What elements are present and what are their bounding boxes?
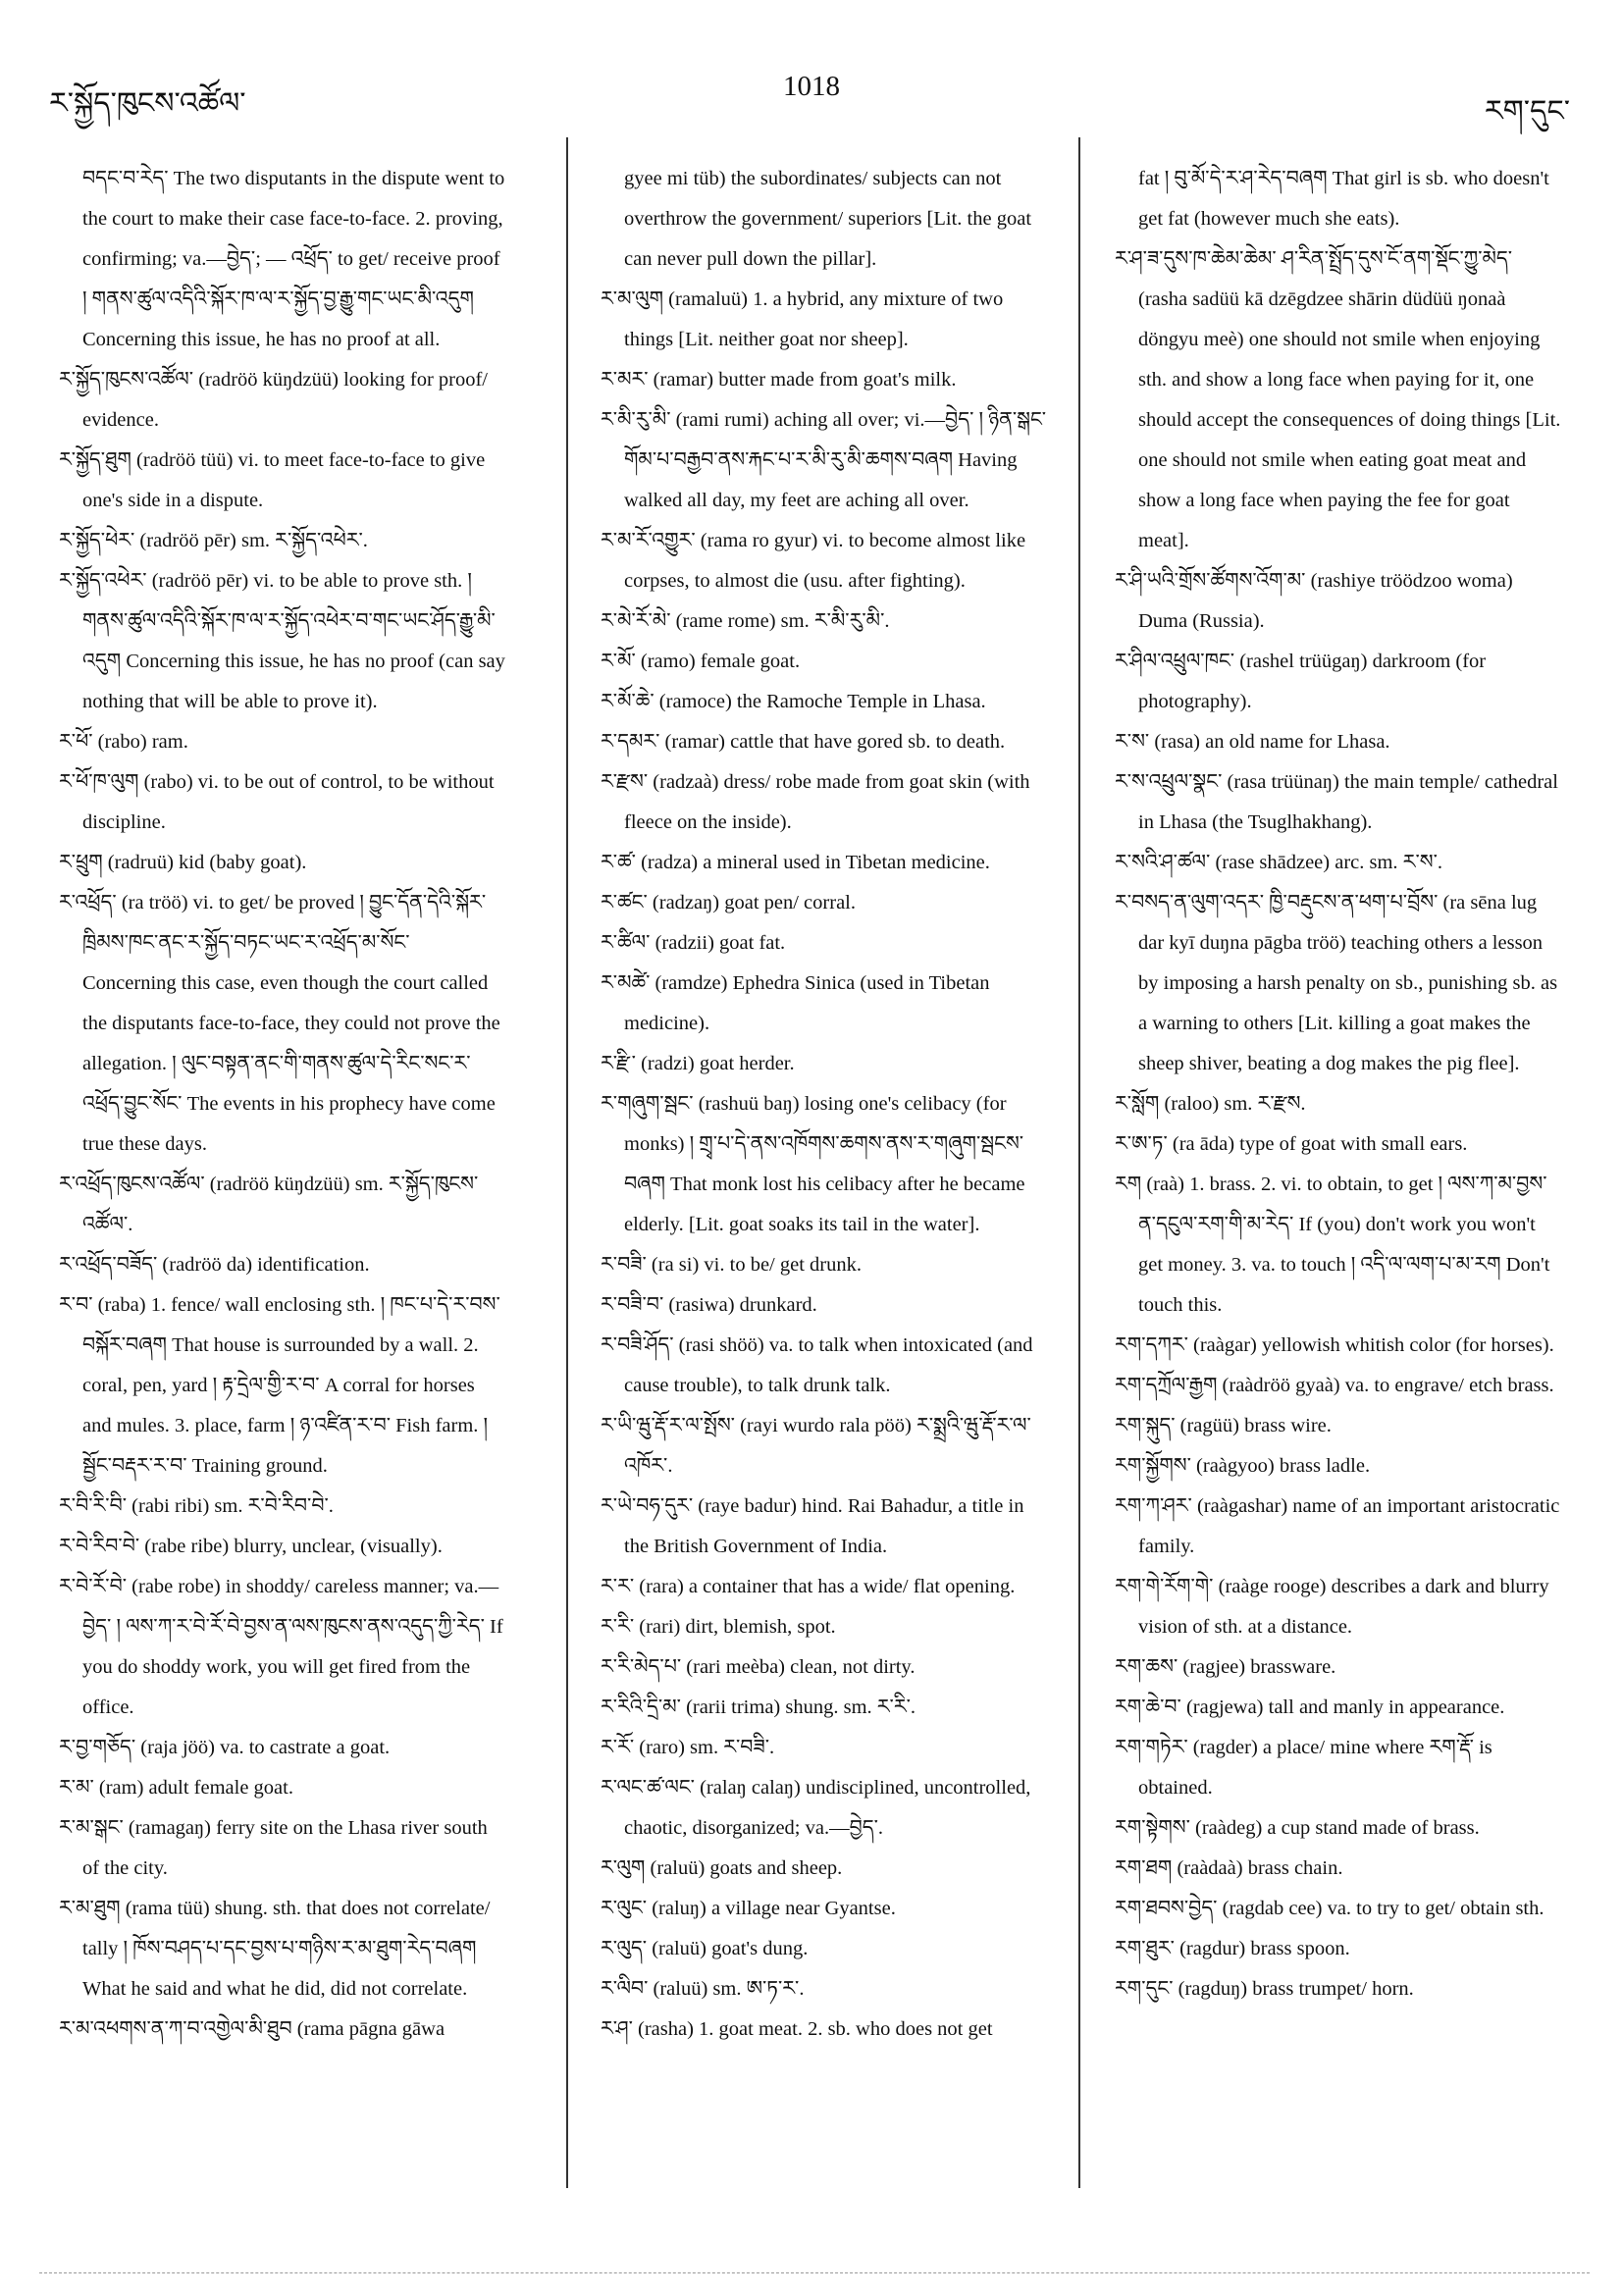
- dictionary-entry: fat ། བུ་མོ་དེ་ར་ཤ་རེད་བཞག That girl is sb. who doesn't get fat (however much she eats).: [1138, 168, 1549, 230]
- dictionary-entry: ར་བཟི་ཤོད་ (rasi shöö) va. to talk when intoxicated (and cause trouble), to talk drunk talk.: [601, 1334, 1033, 1396]
- dictionary-entry: རག་གེ་རོག་གེ་ (raàge rooge) describes a dark and blurry vision of sth. at a distance.: [1115, 1576, 1549, 1638]
- dictionary-entry: ར་ཤིལ་འཕྲུལ་ཁང་ (rashel trüügaŋ) darkroom (for photography).: [1115, 651, 1487, 712]
- dictionary-entry: ར་བ་ (raba) 1. fence/ wall enclosing sth. ། ཁང་པ་དེ་ར་བས་བསྐོར་བཞག That house is surrounded by a wall. 2. coral, pen, yard ། རྟ་དྲེལ་གྱི་ར་བ་ A corral for horses and mules. 3. place, farm ། ཉ་འཛིན་ར་བ་ Fish farm. ། སྦྱོང་བརྡར་ར་བ་ Training ground.: [59, 1294, 500, 1477]
- dictionary-entry: ར་འཕྲོད་བཟོད་ (radröö da) identification.: [59, 1254, 370, 1276]
- column-divider: [1078, 137, 1080, 2188]
- dictionary-entry: ར་བེ་རིབ་བེ་ (rabe ribe) blurry, unclear, (visually).: [59, 1536, 443, 1557]
- dictionary-entry: ར་ཤ་ (rasha) 1. goat meat. 2. sb. who does not get: [601, 2018, 993, 2040]
- dictionary-entry: ར་བྱ་གཅོད་ (raja jöö) va. to castrate a goat.: [59, 1737, 391, 1758]
- dictionary-entry: ར་ཕྲུག (radruü) kid (baby goat).: [59, 852, 307, 873]
- dictionary-entry: རག་ཀ་ཤར་ (raàgashar) name of an important aristocratic family.: [1115, 1495, 1560, 1557]
- dictionary-column-1: [59, 159, 505, 2050]
- dictionary-entry: རག་དུང་ (ragduŋ) brass trumpet/ horn.: [1115, 1978, 1414, 2000]
- dictionary-entry: ར་བཟི་བ་ (rasiwa) drunkard.: [601, 1294, 817, 1316]
- dictionary-entry: ར་སྐྱོད་ཐུག (radröö tüü) vi. to meet face-to-face to give one's side in a dispute.: [59, 449, 486, 511]
- dictionary-entry: ར་རིའི་དྲི་མ་ (rarii trima) shung. sm. ར་རི་.: [601, 1696, 916, 1718]
- dictionary-entry: ར་ལིབ་ (raluü) sm. ཨ་ཏ་ར་.: [601, 1978, 805, 2000]
- right-running-head: རག་དུང་: [1484, 95, 1570, 128]
- dictionary-entry: ར་མར་ (ramar) butter made from goat's milk.: [601, 369, 957, 391]
- dictionary-entry: ར་མ་རོ་འགྱུར་ (rama ro gyur) vi. to become almost like corpses, to almost die (usu. after fighting).: [601, 530, 1026, 592]
- column-divider: [566, 137, 568, 2188]
- dictionary-entry: ར་མ་ཐུག (rama tüü) shung. sth. that does not correlate/ tally ། ཁོས་བཤད་པ་དང་བྱས་པ་གཉིས་ར་མ་ཐུག་རེད་བཞག What he said and what he did, did not correlate.: [59, 1898, 491, 2000]
- dictionary-entry: gyee mi tüb) the subordinates/ subjects can not overthrow the government/ superiors [Lit. the goat can never pull down the pillar].: [624, 168, 1032, 270]
- dictionary-entry: ར་བེ་རོ་བེ་ (rabe robe) in shoddy/ careless manner; va.—བྱེད་ ། ལས་ཀ་ར་བེ་རོ་བེ་བྱས་ན་ལས་ཁུངས་ནས་འདུད་ཀྱི་རེད་ If you do shoddy work, you will get fired from the office.: [59, 1576, 503, 1718]
- dictionary-entry: རག་དཀྲོལ་རྒྱག (raàdröö gyaà) va. to engrave/ etch brass.: [1115, 1375, 1554, 1396]
- dictionary-entry: ར་ཚང་ (radzaŋ) goat pen/ corral.: [601, 892, 856, 913]
- dictionary-entry: རག་ཆས་ (ragjee) brassware.: [1115, 1656, 1336, 1678]
- dictionary-entry: ར་མ་འཕགས་ན་ཀ་བ་འགྱེལ་མི་ཐུབ (rama pāgna gāwa: [59, 2018, 445, 2040]
- dictionary-entry: ར་སྐྱོད་ཁུངས་འཚོལ་ (radröö küŋdzüü) looking for proof/ evidence.: [59, 369, 488, 431]
- dictionary-entry: རག་སྐྱོགས་ (raàgyoo) brass ladle.: [1115, 1455, 1371, 1477]
- dictionary-entry: ར་མཚེ་ (ramdze) Ephedra Sinica (used in Tibetan medicine).: [601, 972, 990, 1034]
- dictionary-entry: ར་རྫི་ (radzi) goat herder.: [601, 1053, 795, 1074]
- dictionary-entry: ར་བསད་ན་ལུག་འདར་ ཁྱི་བརྡུངས་ན་ཕག་པ་བྲོས་ (ra sēna lug dar kyī duŋna pāgba tröö) teaching others a lesson by imposing a harsh penalty on sb., punishing sb. as a warning to others [Lit. killing a goat makes the sheep shiver, beating a dog makes the pig flee].: [1115, 892, 1558, 1074]
- dictionary-entry: ར་སྐྱོད་འཕེར་ (radröö pēr) vi. to be able to prove sth. ། གནས་ཚུལ་འདིའི་སྐོར་ཁ་ལ་ར་སྐྱོད་འཕེར་བ་གང་ཡང་ཤོད་རྒྱུ་མི་འདུག Concerning this issue, he has no proof (can say nothing that will be able to prove it).: [59, 570, 505, 712]
- dictionary-entry: ར་ས་འཕྲུལ་སྣང་ (rasa trüünaŋ) the main temple/ cathedral in Lhasa (the Tsuglhakhang).: [1115, 771, 1558, 833]
- dictionary-entry: ར་ཚ་ (radza) a mineral used in Tibetan medicine.: [601, 852, 990, 873]
- dictionary-entry: ར་འཕྲོད་ (ra tröö) vi. to get/ be proved ། བྱུང་དོན་དེའི་སྐོར་ཁྲིམས་ཁང་ནང་ར་སྐྱོད་བཏང་ཡང་ར་འཕྲོད་མ་སོང་ Concerning this case, even though the court called the disputants face-to-face, they could not prove the allegation. ། ལུང་བསྟན་ནང་གི་གནས་ཚུལ་དེ་རིང་སང་ར་འཕྲོད་བྱུང་སོང་ The events in his prophecy have come true these days.: [59, 892, 500, 1155]
- dictionary-entry: ར་ལུག (raluü) goats and sheep.: [601, 1857, 843, 1879]
- dictionary-entry: ར་བི་རི་བི་ (rabi ribi) sm. ར་བེ་རིབ་བེ་.: [59, 1495, 334, 1517]
- dictionary-entry: ར་ཨ་ཏ་ (ra āda) type of goat with small ears.: [1115, 1133, 1468, 1155]
- dictionary-entry: རག་སྐུད་ (ragüü) brass wire.: [1115, 1415, 1332, 1436]
- dictionary-entry: རག (raà) 1. brass. 2. vi. to obtain, to get ། ལས་ཀ་མ་བྱས་ན་དངུལ་རག་གི་མ་རེད་ If (you) don't work you won't get money. 3. va. to touch ། འདི་ལ་ལག་པ་མ་རག Don't touch this.: [1115, 1174, 1550, 1316]
- dictionary-entry: ར་ཕོ་ཁ་ལུག (rabo) vi. to be out of control, to be without discipline.: [59, 771, 495, 833]
- dictionary-entry: ར་མོ་ (ramo) female goat.: [601, 651, 801, 672]
- dictionary-entry: རག་དཀར་ (raàgar) yellowish whitish color (for horses).: [1115, 1334, 1554, 1356]
- dictionary-entry: ར་ཕོ་ (rabo) ram.: [59, 731, 188, 753]
- bottom-scan-edge: [39, 2272, 1590, 2273]
- dictionary-entry: ར་བཟི་ (ra si) vi. to be/ get drunk.: [601, 1254, 862, 1276]
- dictionary-entry: ར་ཡེ་བཧ་དུར་ (raye badur) hind. Rai Bahadur, a title in the British Government of India.: [601, 1495, 1024, 1557]
- dictionary-entry: ར་མི་རུ་མི་ (rami rumi) aching all over; vi.—བྱེད་ ། ཉིན་སྒང་གོམ་པ་བརྒྱབ་ནས་རྐང་པ་ར་མི་རུ་མི་ཆགས་བཞག Having walked all day, my feet are aching all over.: [601, 409, 1047, 511]
- dictionary-entry: ར་ལང་ཚ་ལང་ (ralaŋ calaŋ) undisciplined, uncontrolled, chaotic, disorganized; va.—བྱེད་.: [601, 1777, 1031, 1839]
- dictionary-entry: ར་ཤི་ཡའི་གྲོས་ཚོགས་འོག་མ་ (rashiye tröödzoo woma) Duma (Russia).: [1115, 570, 1513, 632]
- dictionary-entry: རག་སྟེགས་ (raàdeg) a cup stand made of brass.: [1115, 1817, 1480, 1839]
- page-number: 1018: [783, 71, 840, 102]
- dictionary-entry: རག་ཆེ་བ་ (ragjewa) tall and manly in appearance.: [1115, 1696, 1505, 1718]
- dictionary-column-2: [601, 159, 1047, 2050]
- dictionary-entry: ར་རྫས་ (radzaà) dress/ robe made from goat skin (with fleece on the inside).: [601, 771, 1030, 833]
- dictionary-entry: ར་མ་སྒང་ (ramagaŋ) ferry site on the Lhasa river south of the city.: [59, 1817, 488, 1879]
- dictionary-entry: ར་རི་མེད་པ་ (rari meèba) clean, not dirty.: [601, 1656, 916, 1678]
- dictionary-entry: ར་ལུད་ (raluü) goat's dung.: [601, 1938, 809, 1959]
- dictionary-entry: ར་རོ་ (raro) sm. ར་བཟི་.: [601, 1737, 775, 1758]
- dictionary-entry: རག་ཐག (raàdaà) brass chain.: [1115, 1857, 1343, 1879]
- dictionary-entry: ར་མ་ལུག (ramaluü) 1. a hybrid, any mixture of two things [Lit. neither goat nor sheep].: [601, 288, 1004, 350]
- dictionary-entry: ར་ཤ་ཟ་དུས་ཁ་ཆེམ་ཆེམ་ ཤ་རིན་སྤྲོད་དུས་ངོ་ནག་སྡོང་ཀྱུ་མེད་ (rasha sadüü kā dzēgdzee shārin düdüü ŋonaà döngyu meè) one should not smile when enjoying sth. and show a long face when paying for it, one should accept the consequences of doing things [Lit. one should not smile when eating goat meat and show a long face when paying the fee for goat meat].: [1115, 248, 1561, 551]
- dictionary-entry: རག་ཐུར་ (ragdur) brass spoon.: [1115, 1938, 1350, 1959]
- dictionary-entry: ར་མོ་ཆེ་ (ramoce) the Ramoche Temple in Lhasa.: [601, 691, 986, 712]
- dictionary-entry: ར་མེ་རོ་མེ་ (rame rome) sm. ར་མི་རུ་མི་.: [601, 610, 890, 632]
- dictionary-entry: བདང་བ་རེད་ The two disputants in the dispute went to the court to make their case face-to-face. 2. proving, confirming; va.—བྱེད་; — འཕྲོད་ to get/ receive proof ། གནས་ཚུལ་འདིའི་སྐོར་ཁ་ལ་ར་སྐྱོད་བྱ་རྒྱུ་གང་ཡང་མི་འདུག Concerning this issue, he has no proof at all.: [82, 168, 505, 350]
- left-running-head: ར་སྐྱོད་ཁུངས་འཚོལ་: [49, 87, 246, 120]
- dictionary-entry: ར་སའི་ཤ་ཚལ་ (rase shādzee) arc. sm. ར་ས་.: [1115, 852, 1443, 873]
- dictionary-entry: ར་ཡི་ཝུ་རྡོ་ར་ལ་སྤོས་ (rayi wurdo rala pöö) ར་སྨྲའི་ཝུ་རྡོ་ར་ལ་འཁོར་.: [601, 1415, 1031, 1477]
- dictionary-entry: ར་དམར་ (ramar) cattle that have gored sb. to death.: [601, 731, 1006, 753]
- dictionary-entry: ར་གཞུག་སྦང་ (rashuü baŋ) losing one's celibacy (for monks) ། གྲྭ་པ་དེ་ནས་འཁོགས་ཆགས་ནས་ར་གཞུག་སྦངས་བཞག That monk lost his celibacy after he became elderly. [Lit. goat soaks its tail in the water].: [601, 1093, 1025, 1235]
- dictionary-column-3: [1115, 159, 1561, 2009]
- dictionary-entry: ར་ར་ (rara) a container that has a wide/ flat opening.: [601, 1576, 1016, 1597]
- dictionary-entry: ར་སློག (raloo) sm. ར་རྫས.: [1115, 1093, 1306, 1115]
- dictionary-entry: ར་སྐྱོད་ཕེར་ (radröö pēr) sm. ར་སྐྱོད་འཕེར་.: [59, 530, 368, 551]
- dictionary-entry: ར་ལུང་ (raluŋ) a village near Gyantse.: [601, 1898, 896, 1919]
- dictionary-entry: རག་ཐབས་བྱེད་ (ragdab cee) va. to try to get/ obtain sth.: [1115, 1898, 1544, 1919]
- dictionary-entry: ར་ས་ (rasa) an old name for Lhasa.: [1115, 731, 1390, 753]
- dictionary-entry: ར་འཕྲོད་ཁུངས་འཚོལ་ (radröö küŋdzüü) sm. ར་སྐྱོད་ཁུངས་འཚོལ་.: [59, 1174, 479, 1235]
- dictionary-entry: ར་རི་ (rari) dirt, blemish, spot.: [601, 1616, 836, 1638]
- page-header: [0, 0, 1623, 147]
- dictionary-entry: ར་ཚིལ་ (radzii) goat fat.: [601, 932, 786, 954]
- dictionary-entry: རག་གཏེར་ (ragder) a place/ mine where རག་རྡོ་ is obtained.: [1115, 1737, 1492, 1799]
- dictionary-entry: ར་མ་ (ram) adult female goat.: [59, 1777, 293, 1799]
